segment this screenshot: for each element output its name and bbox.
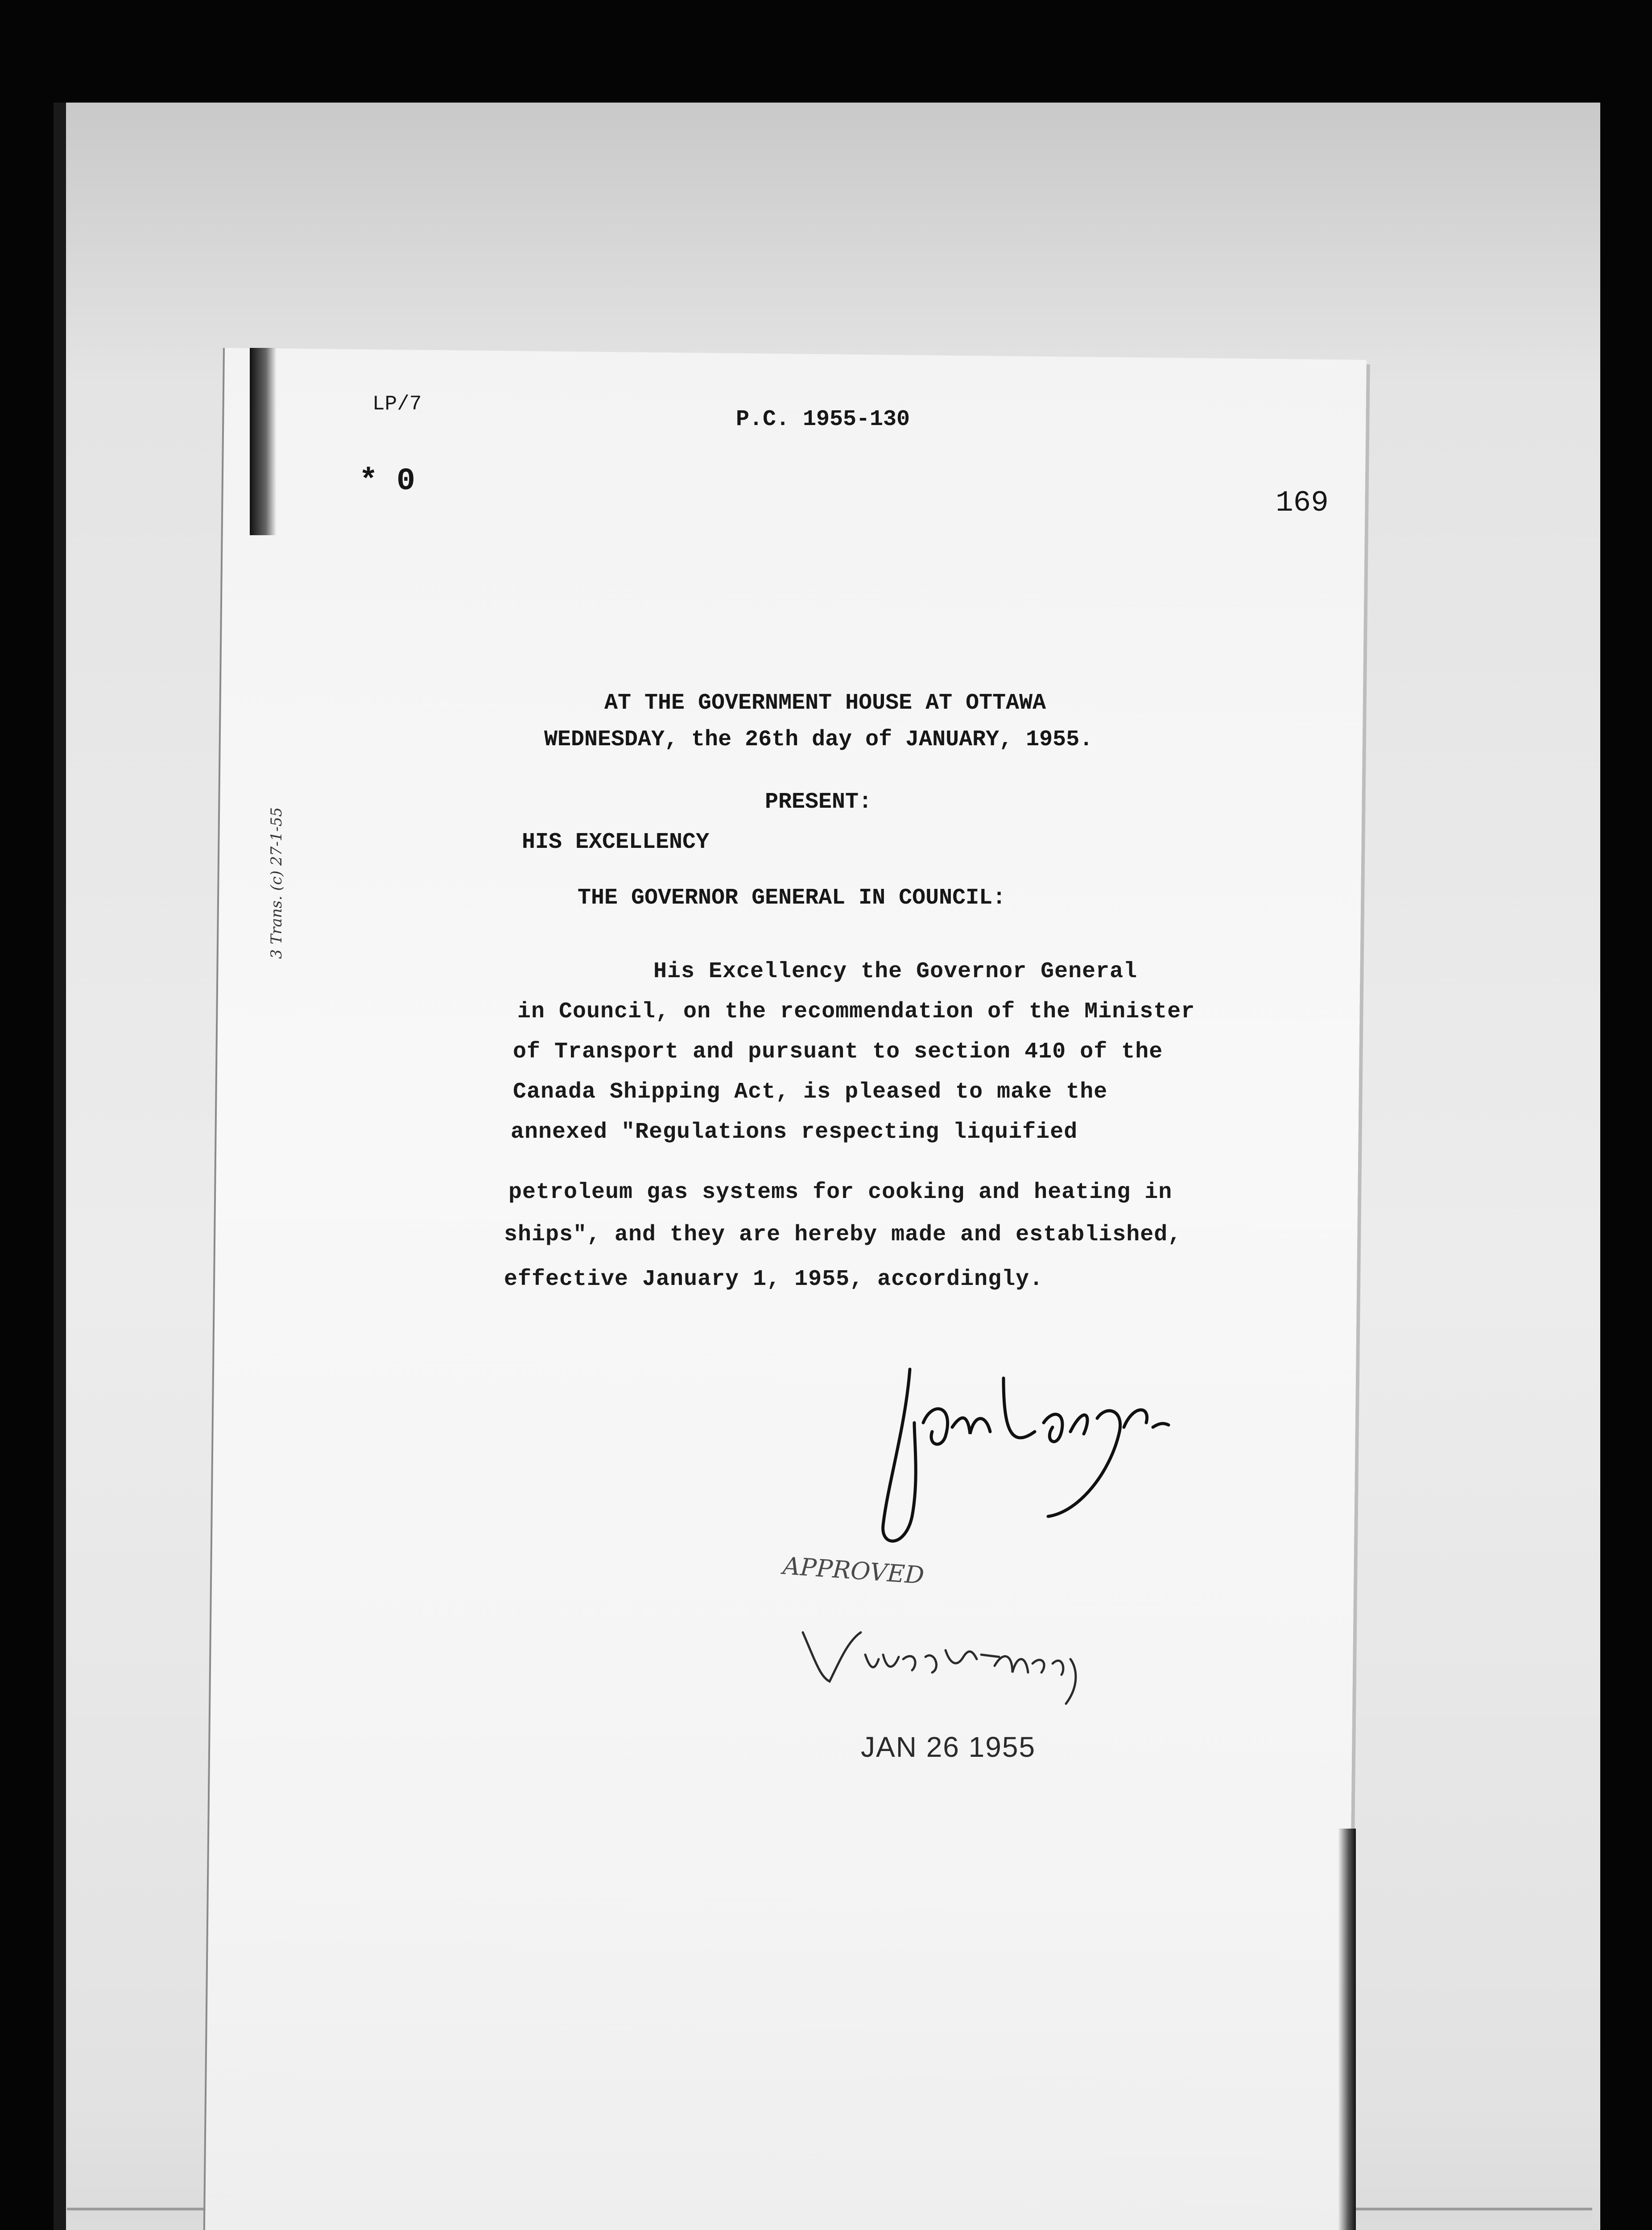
- heading-excellency: HIS EXCELLENCY: [522, 830, 710, 855]
- heading-location: AT THE GOVERNMENT HOUSE AT OTTAWA: [604, 690, 1046, 716]
- signature-governor-general: [798, 1615, 1088, 1717]
- heading-present: PRESENT:: [765, 789, 872, 815]
- body-line: Canada Shipping Act, is pleased to make the: [513, 1079, 1108, 1105]
- page-number: 169: [1276, 486, 1329, 520]
- body-line: of Transport and pursuant to section 410 of the: [513, 1039, 1163, 1065]
- heading-council: THE GOVERNOR GENERAL IN COUNCIL:: [578, 885, 1006, 911]
- body-line: in Council, on the recommendation of the Minister: [517, 999, 1195, 1024]
- approved-label: APPROVED: [782, 1552, 925, 1590]
- heading-date: WEDNESDAY, the 26th day of JANUARY, 1955.: [544, 727, 1093, 752]
- body-line: annexed "Regulations respecting liquified: [511, 1119, 1078, 1145]
- body-line: ships", and they are hereby made and established,: [504, 1222, 1182, 1247]
- margin-note: 3 Trans. (c) 27-1-55: [268, 807, 285, 959]
- body-line: effective January 1, 1955, accordingly.: [504, 1267, 1044, 1292]
- order-number: P.C. 1955-130: [736, 407, 910, 432]
- file-code: LP/7: [372, 392, 422, 416]
- body-line: petroleum gas systems for cooking and heating in: [508, 1180, 1173, 1205]
- page-shadow-right: [1338, 1829, 1356, 2230]
- body-line: His Excellency the Governor General: [653, 959, 1138, 984]
- filing-mark: * 0: [359, 464, 416, 499]
- page-shadow-left: [250, 348, 277, 535]
- signature-clerk: [856, 1338, 1177, 1561]
- date-stamp: JAN 26 1955: [861, 1731, 1036, 1763]
